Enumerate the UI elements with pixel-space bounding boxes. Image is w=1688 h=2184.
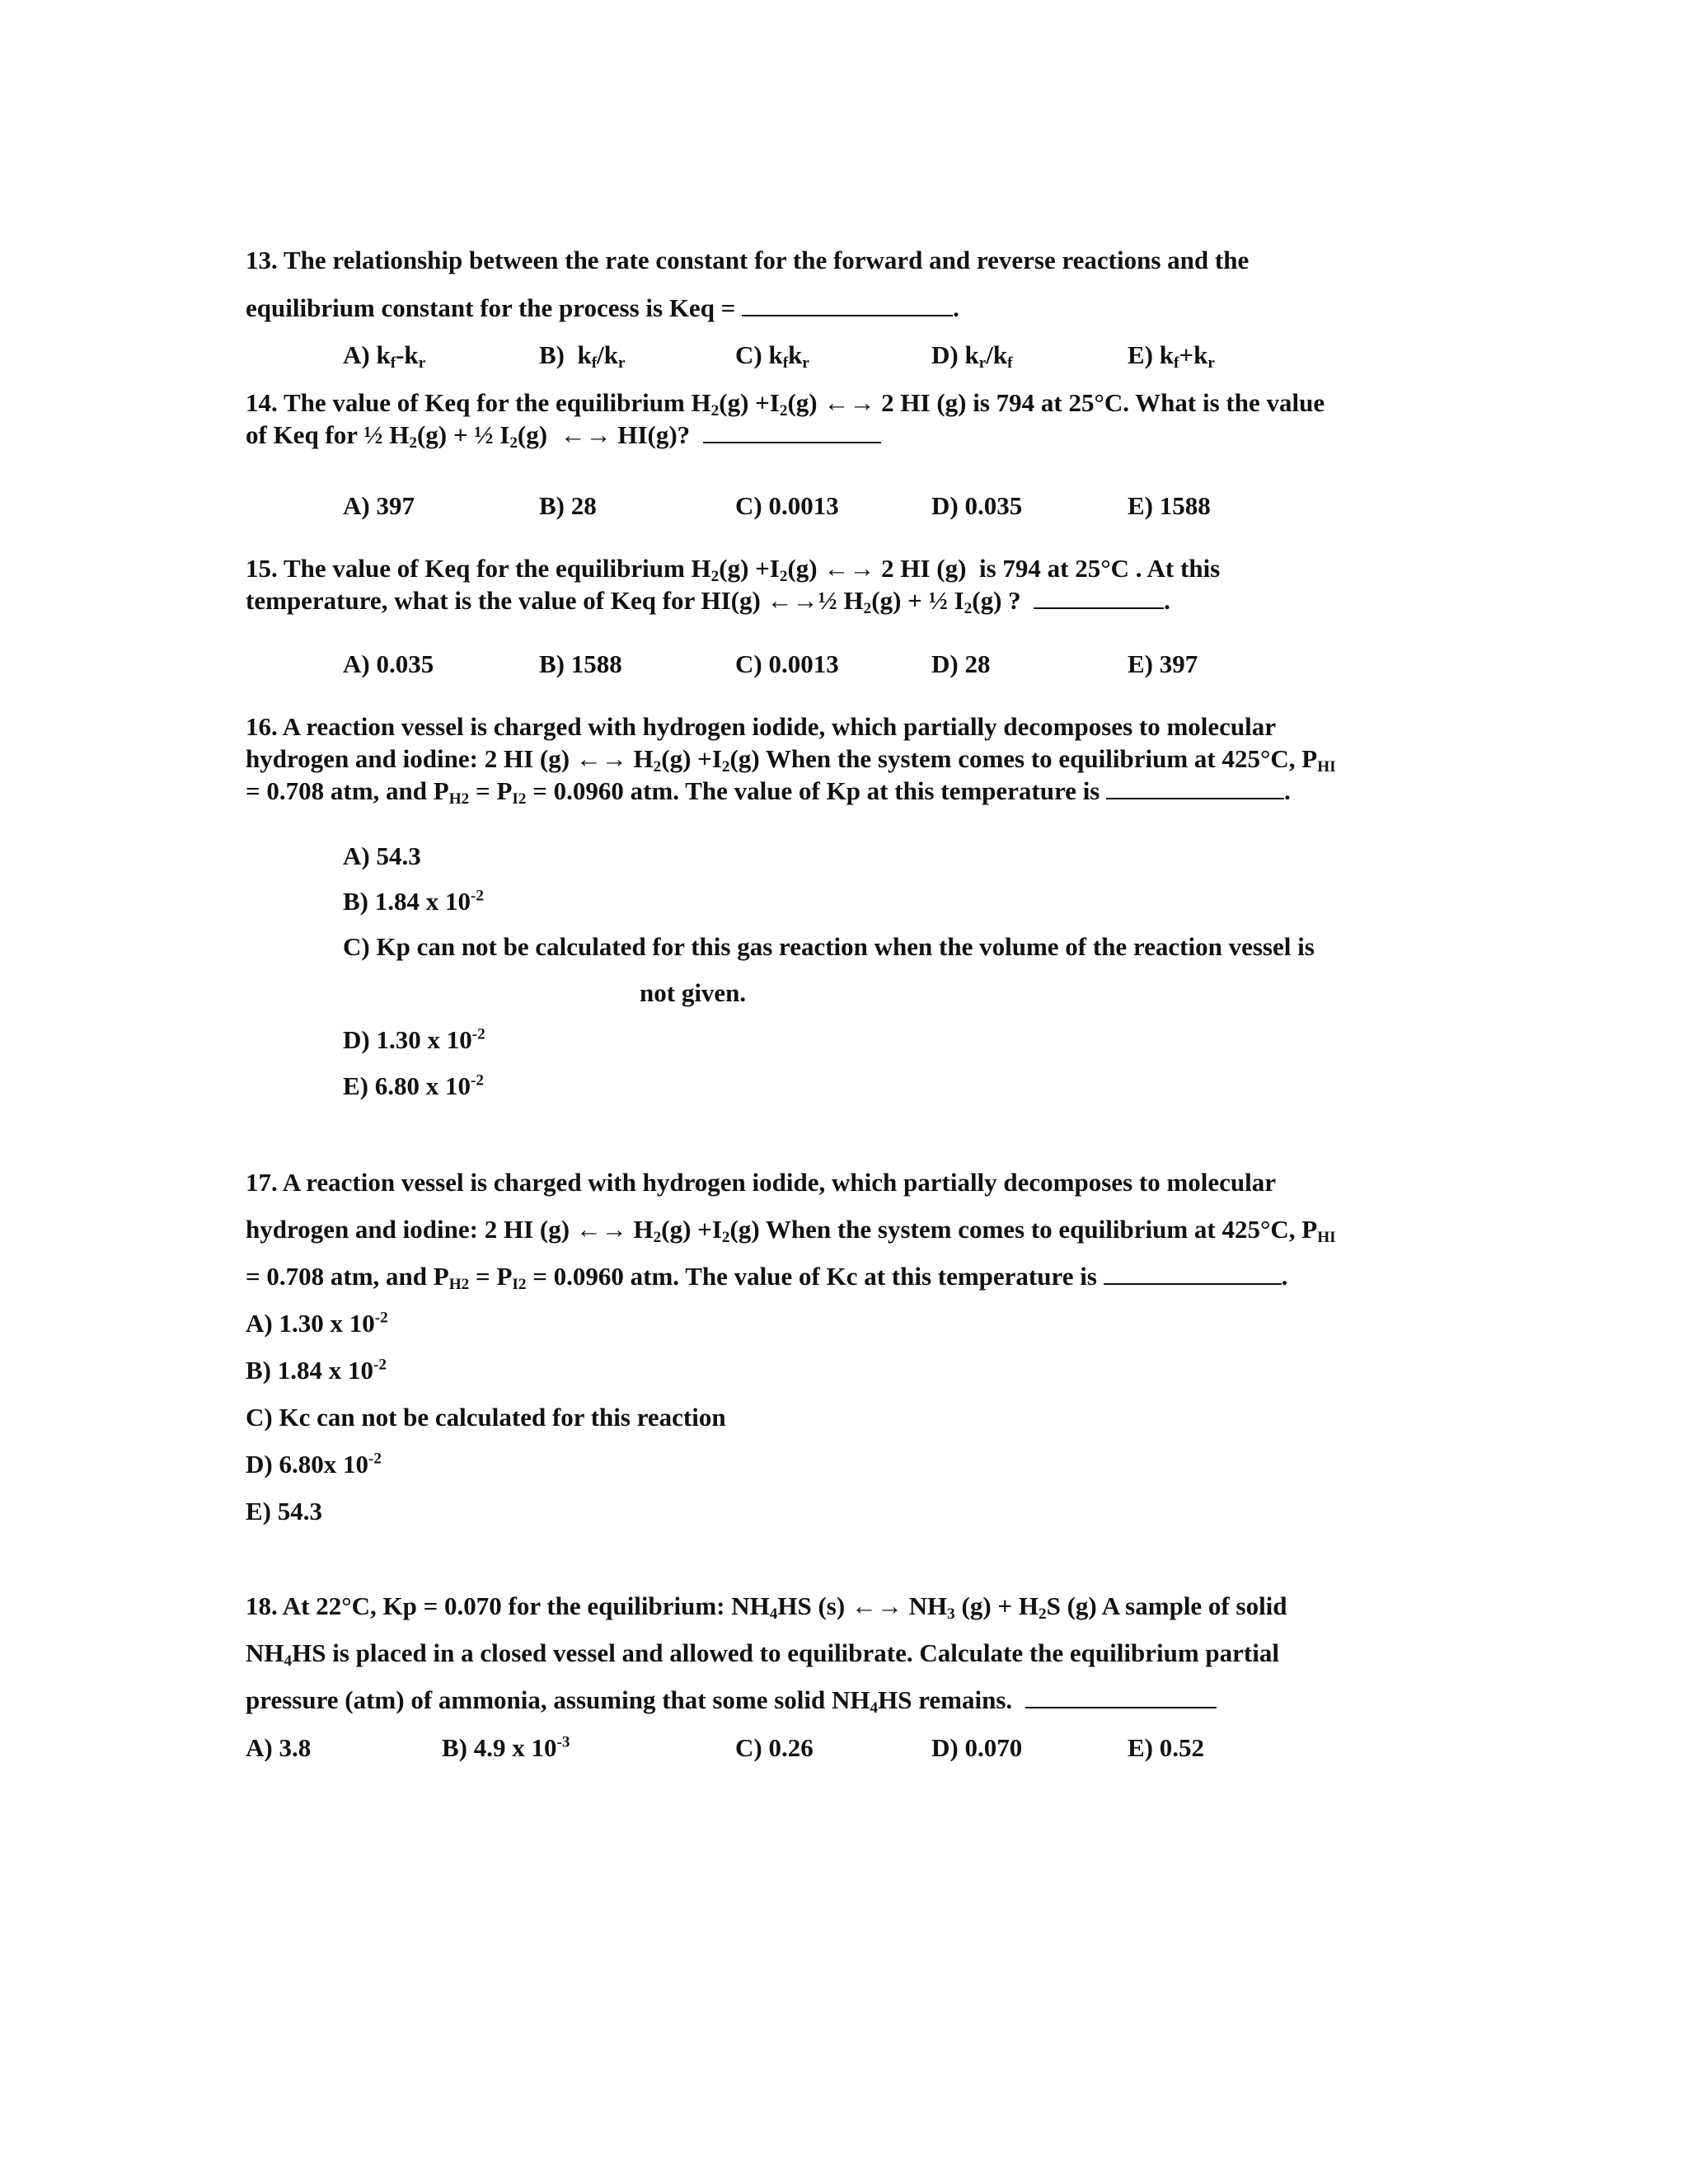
answer-blank <box>703 441 881 443</box>
question-18-text-2: NH <box>246 1638 284 1667</box>
q16-option-c-continued: not given. <box>640 978 747 1007</box>
answer-blank <box>742 314 953 316</box>
question-18-text-tail: A sample of solid <box>1096 1591 1287 1620</box>
question-18-line-1: 18. At 22°C, Kp = 0.070 for the equilibrium: $NH_4HS$ (s) ←→ $NH_3$ $(g) + H_2S$ (g) A sample of solid <box>246 1591 1287 1623</box>
q16-option-b-text: B) 1.84 x 10 <box>343 887 471 916</box>
question-13-line-1 <box>246 247 1249 273</box>
question-17-line-3: = 0.708 atm, and $P_{H2} = P_{I2} = 0.0960$ atm. The value of Kc at this temperature is . <box>246 1262 1288 1293</box>
question-16-line-2: hydrogen and iodine: 2 HI (g) ←→ $H_2(g) +I_2(g)$ When the system comes to equilibrium at 425°C, $P_{HI}$ <box>246 744 1336 776</box>
question-16-text-3-rest: = 0.0960 atm. The value of Kp at this temperature is <box>526 776 1107 805</box>
question-18-text: 18. At 22°C, Kp = 0.070 for the equilibrium: NH <box>246 1591 770 1620</box>
q17-option-b-text: B) 1.84 x 10 <box>246 1356 373 1385</box>
answer-blank <box>1025 1706 1217 1708</box>
exponent: -2 <box>368 1450 382 1468</box>
q18-option-b <box>442 1735 570 1760</box>
question-14-text: 14. The value of Keq for the equilibrium H <box>246 388 711 417</box>
question-14-text-2-rest: HI(g)? <box>617 420 691 449</box>
question-18-line-2: $NH_4HS$ is placed in a closed vessel and allowed to equilibrate. Calculate the equilibrium partial <box>246 1638 1279 1670</box>
question-15-text-2: temperature, what is the value of Keq for HI(g) <box>246 586 767 615</box>
question-14-line-1: 14. The value of Keq for the equilibrium $H_2(g) +I_2(g)$ ←→ 2 HI (g) is 794 at 25°C. What is the value <box>246 388 1325 419</box>
q16-option-e-text: E) 6.80 x 10 <box>343 1071 471 1100</box>
q15-option-b: B) 1588 <box>539 649 622 678</box>
q14-option-a: A) 397 <box>343 491 415 520</box>
exponent: -2 <box>471 1025 485 1043</box>
question-17-text-2-rest: When the system comes to equilibrium at 425°C, P <box>765 1215 1318 1244</box>
question-17-line-2: hydrogen and iodine: 2 HI (g) ←→ $H_2(g) +I_2(g)$ When the system comes to equilibrium at 425°C, $P_{HI}$ <box>246 1215 1336 1246</box>
question-16-text-2: hydrogen and iodine: 2 HI (g) <box>246 744 576 773</box>
question-17-text: 17. A reaction vessel is charged with hydrogen iodide, which partially decomposes to molecular <box>246 1168 1277 1197</box>
q13-option-d: D) $k_r/k_f$ <box>931 340 1013 372</box>
question-18-text-rest: HS (s) <box>777 1591 851 1620</box>
q18-option-d: D) 0.070 <box>931 1733 1023 1762</box>
q17-option-c: C) Kc can not be calculated for this reaction <box>246 1403 726 1432</box>
q15-option-d: D) 28 <box>931 649 991 678</box>
q17-option-e: E) 54.3 <box>246 1497 322 1526</box>
exponent: -3 <box>556 1733 570 1751</box>
question-17-line-1 <box>246 1169 1276 1195</box>
q18-option-b-text: B) 4.9 x 10 <box>442 1733 557 1762</box>
q18-option-a: A) 3.8 <box>246 1733 312 1762</box>
question-15-line-2: temperature, what is the value of Keq for HI(g) ←→½ $H_2(g)$ + ½ $I_2(g)$ ? . <box>246 586 1170 617</box>
q13-option-b: B) $k_f/k_r$ <box>539 340 626 372</box>
period: . <box>953 293 959 322</box>
q14-option-c: C) 0.0013 <box>735 491 839 520</box>
question-13-text: 13. The relationship between the rate constant for the forward and reverse reactions and the <box>246 246 1250 274</box>
question-18-line-3: pressure (atm) of ammonia, assuming that some solid $NH_4HS$ remains. <box>246 1687 1217 1713</box>
question-18-text-2-rest: HS is placed in a closed vessel and allowed to equilibrate. Calculate the equilibrium partial <box>292 1638 1279 1667</box>
q17-option-a-text: A) 1.30 x 10 <box>246 1309 375 1338</box>
exponent: -2 <box>373 1356 387 1374</box>
q17-option-d-text: D) 6.80x 10 <box>246 1450 368 1479</box>
q16-option-d-text: D) 1.30 x 10 <box>343 1025 472 1054</box>
q13-option-a: A) $k_f-k_r$ <box>343 340 426 372</box>
question-17-text-3: = 0.708 atm, and P <box>246 1262 449 1291</box>
question-14-text-rest: (g) is 794 at 25°C. What is the value <box>936 388 1325 417</box>
question-17-text-3-rest: = 0.0960 atm. The value of Kc at this temperature is <box>526 1262 1104 1291</box>
question-16-line-3: = 0.708 atm, and $P_{H2} = P_{I2} = 0.0960$ atm. The value of Kp at this temperature is . <box>246 776 1291 808</box>
q15-option-e: E) 397 <box>1128 649 1198 678</box>
question-18-text-3: pressure (atm) of ammonia, assuming that some solid NH <box>246 1685 870 1714</box>
q15-option-c: C) 0.0013 <box>735 649 839 678</box>
q16-option-e <box>343 1073 484 1099</box>
exponent: -2 <box>471 1071 484 1090</box>
q17-option-b <box>246 1357 387 1383</box>
answer-blank <box>1034 607 1164 609</box>
answer-blank <box>1106 797 1284 799</box>
question-18-text-3-rest: HS remains. <box>878 1685 1019 1714</box>
q18-option-c: C) 0.26 <box>735 1733 814 1762</box>
question-15-text-rest: is 794 at 25°C . At this <box>978 554 1221 583</box>
q18-option-e: E) 0.52 <box>1128 1733 1204 1762</box>
q16-option-d <box>343 1027 485 1052</box>
q13-option-e: E) $k_f+k_r$ <box>1128 340 1215 372</box>
q15-option-a: A) 0.035 <box>343 649 434 678</box>
answer-blank <box>1104 1282 1282 1285</box>
question-15-line-1: 15. The value of Keq for the equilibrium $H_2(g) +I_2(g)$ ←→ 2 HI (g) is 794 at 25°C . At this <box>246 554 1221 585</box>
q17-option-d <box>246 1451 382 1477</box>
question-15-text: 15. The value of Keq for the equilibrium H <box>246 554 711 583</box>
question-16-line-1 <box>246 714 1276 739</box>
q14-option-d: D) 0.035 <box>931 491 1023 520</box>
question-14-text-2: of Keq for ½ H <box>246 420 410 449</box>
question-16-text-2-rest: When the system comes to equilibrium at 425°C, P <box>765 744 1318 773</box>
q16-option-c: C) Kp can not be calculated for this gas reaction when the volume of the reaction vessel is <box>343 932 1315 961</box>
question-13-line-2 <box>246 295 959 321</box>
question-16-text-3: = 0.708 atm, and P <box>246 776 449 805</box>
q13-option-c: C) $k_fk_r$ <box>735 340 809 372</box>
question-14-line-2: of Keq for ½ $H_2(g)$ + ½ $I_2(g)$ ←→ HI(g)? <box>246 422 881 448</box>
q14-option-b: B) 28 <box>539 491 597 520</box>
exponent: -2 <box>471 887 484 905</box>
question-17-text-2: hydrogen and iodine: 2 HI (g) <box>246 1215 576 1244</box>
q16-option-a: A) 54.3 <box>343 841 421 870</box>
q14-option-e: E) 1588 <box>1128 491 1211 520</box>
question-13-text-2: equilibrium constant for the process is Keq = <box>246 293 743 322</box>
q16-option-b <box>343 888 484 914</box>
q17-option-a <box>246 1310 388 1336</box>
question-16-text: 16. A reaction vessel is charged with hydrogen iodide, which partially decomposes to molecular <box>246 712 1277 741</box>
exponent: -2 <box>374 1309 388 1327</box>
